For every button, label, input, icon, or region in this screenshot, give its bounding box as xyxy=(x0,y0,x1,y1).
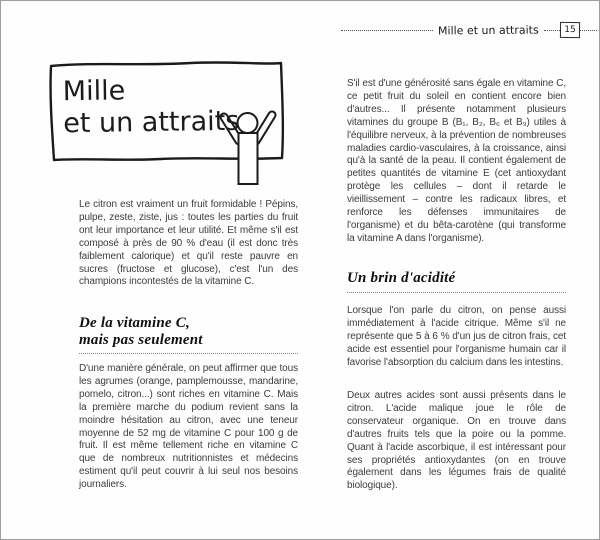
chapter-title-line1: Mille xyxy=(62,75,126,108)
section-heading-acidite: Un brin d'acidité xyxy=(347,270,566,293)
chapter-title xyxy=(63,74,240,140)
right-paragraph-3: Deux autres acides sont aussi présents dans le citron. L'acide malique joue le rôle de conservateur organique. On en trouve dans d'autres fruits tels que la poire ou la pomme. Quant à l'acide ascorbique, il est intéressant pour ses propriétés antioxydantes (on en trouve également dans les légumes frais de qualité biologique). xyxy=(347,390,566,492)
section-heading-vitamine-c xyxy=(79,315,298,354)
running-title: Mille et un attraits xyxy=(437,23,539,37)
right-paragraph-1: S'il est d'une générosité sans égale en vitamine C, ce petit fruit du soleil en contient encore bien d'autres... Il présente notamment plusieurs vitamines du groupe B (B₁, B₂, B₆ et B₉) utiles à l'équilibre nerveux, à la prévention de nombreuses maladies cardio-vasculaires, à la croissance, ainsi qu'à la santé de la peau. Il contient également de petites quantités de vitamine E (cet antioxydant protège les cellules – dont il retarde le vieillissement – contre les radicaux libres, et renforce les défenses immunitaires de l'organisme) et du bêta-carotène (qui transforme la vitamine A dans l'organisme). xyxy=(347,78,566,244)
header-dotted-leader xyxy=(580,30,597,31)
left-section-paragraph: D'une manière générale, on peut affirmer que tous les agrumes (orange, pamplemousse, mandarine, pomelo, citron...) sont riches en vitamine C. Mais la première marche du podium revient sans la moindre hésitation au citron, avec une teneur moyenne de 52 mg de vitamine C pour 100 g de fruit. Il est même tellement riche en vitamine C que de nombreux nutritionnistes et médecins estiment qu'il peut couvrir à lui seul nos besoins journaliers. xyxy=(79,363,298,491)
section-heading-line2: mais pas seulement xyxy=(79,332,203,348)
right-paragraph-2: Lorsque l'on parle du citron, on pense aussi immédiatement à l'acide citrique. Même s'il ne représente que 5 à 6 % d'un jus de citron frais, cet acide est essentiel pour l'organisme humain car il favorise l'absorption du calcium dans les intestins. xyxy=(347,305,566,368)
header-dotted-leader xyxy=(341,30,433,31)
chapter-title-line2: et un attraits xyxy=(63,105,240,140)
page-number-box: 15 xyxy=(560,22,580,38)
header-dotted-leader xyxy=(544,30,560,31)
chapter-title-box xyxy=(41,57,289,189)
left-intro-paragraph: Le citron est vraiment un fruit formidable ! Pépins, pulpe, zeste, ziste, jus : toutes les parties du fruit ont leur importance et leur utilité. Et même s'il est composé à près de 90 % d'eau (il est donc très faiblement calorique) et qu'il reste pauvre en sucres (fructose et glucose), c'est l'un des champions incontestés de la vitamine C. xyxy=(79,199,298,288)
section-heading-line1: De la vitamine C, xyxy=(79,315,190,331)
running-header xyxy=(341,21,597,39)
